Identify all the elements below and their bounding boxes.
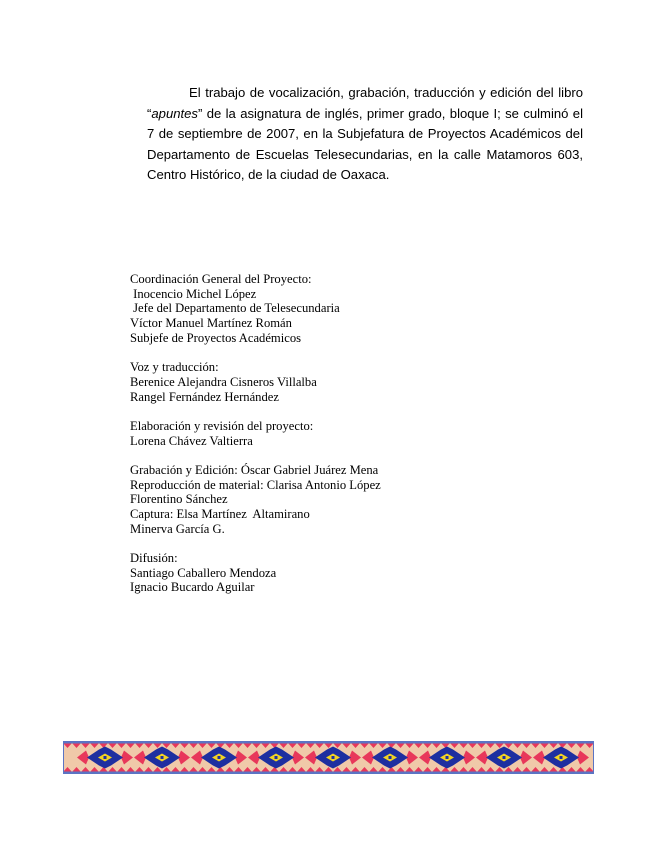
spacer [130, 448, 530, 463]
credit-line: Captura: Elsa Martínez Altamirano [130, 507, 310, 521]
credit-line: Rangel Fernández Hernández [130, 389, 279, 404]
credit-line: Difusión: [130, 551, 178, 566]
credit-line: Ignacio Bucardo Aguilar [130, 580, 255, 595]
credit-group-elaboration [130, 419, 530, 448]
book-title: apuntes [151, 105, 198, 121]
intro-text-end: ” de la asignatura de inglés, primer grado, bloque I; se culminó el 7 de septiembre de 2007, en la Subjefatura de Proyectos Académicos del Departamento de Escuelas Telesecundarias, en la calle Matamoros 603, Centro Histórico, de la ciudad de Oaxaca. [147, 105, 583, 182]
credit-group-recording [130, 463, 530, 536]
credit-line: Subjefe de Proyectos Académicos [130, 330, 302, 345]
credit-line: Florentino Sánchez [130, 492, 228, 507]
credit-line: Voz y traducción: [130, 360, 219, 375]
intro-text-start: El trabajo de vocalización, grabación, traducción y edición del libro “ [147, 85, 583, 121]
credit-line: Inocencio Michel López [130, 286, 257, 301]
band-diamond-dot [104, 756, 107, 759]
band-diamond-dot [560, 756, 563, 759]
credit-line: Minerva García G. [130, 521, 225, 536]
credit-group-voice [130, 360, 530, 404]
spacer [130, 404, 530, 419]
spacer [130, 536, 530, 551]
credits-section [130, 272, 530, 595]
band-diamond-dot [389, 756, 392, 759]
intro-paragraph [147, 83, 583, 186]
band-diamond-dot [332, 756, 335, 759]
band-diamond-dot [503, 756, 506, 759]
credit-line: Berenice Alejandra Cisneros Villalba [130, 374, 317, 389]
decorative-band [63, 741, 594, 774]
band-diamond-dot [275, 756, 278, 759]
credit-line: Coordinación General del Proyecto: [130, 272, 312, 286]
credit-line: Reproducción de material: Clarisa Antonio López [130, 477, 381, 492]
band-diamond-dot [218, 756, 221, 759]
spacer [130, 345, 530, 360]
band-diamond-dot [446, 756, 449, 759]
credit-line: Víctor Manuel Martínez Román [130, 316, 292, 331]
credit-line: Elaboración y revisión del proyecto: [130, 418, 314, 433]
credit-line: Santiago Caballero Mendoza [130, 565, 277, 580]
credit-line: Jefe del Departamento de Telesecundaria [130, 301, 340, 316]
credit-line: Grabación y Edición: Óscar Gabriel Juárez Mena [130, 462, 379, 477]
credit-group-diffusion [130, 551, 530, 595]
credit-line: Lorena Chávez Valtierra [130, 433, 253, 448]
credit-group-coordination [130, 272, 530, 345]
band-diamond-dot [161, 756, 164, 759]
